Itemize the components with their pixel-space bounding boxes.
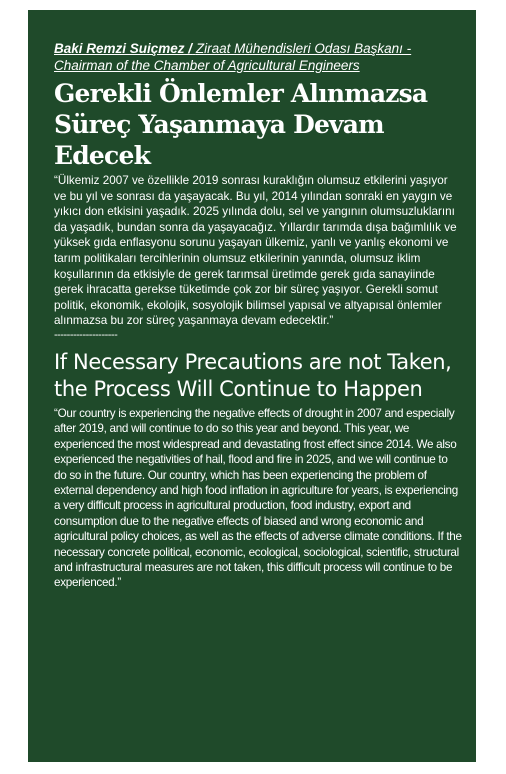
english-headline: If Necessary Precautions are not Taken, the Process Will Continue to Happen bbox=[54, 349, 452, 401]
turkish-headline: Gerekli Önlemler Alınmazsa Süreç Yaşanmaya Devam Edecek bbox=[54, 79, 428, 170]
section-divider: -------------------- bbox=[54, 328, 118, 341]
turkish-quote-body: “Ülkemiz 2007 ve özellikle 2019 sonrası kuraklığın olumsuz etkilerini yaşıyor ve bu yıl ve sonrası da yaşayacak. Bu yıl, 2014 yılından sonraki en yaygın ve yıkıcı don etkisini yaşadık. 2025 yılında dolu, sel ve yangının olumsuzluklarını da yaşadık, bundan sonra da yaşayacağız. Yıllardır tarımda dışa bağımlılık ve yüksek gıda enflasyonu sorunu yaşayan ülkemiz, yanlı ve yanlış ekonomi ve tarım politikaları tercihlerinin olumsuz etkilerinin yanında, olumsuz iklim koşullarının da etkisiyle de gerek tarımsal üretimde gerek gıda sanayiinde gerek ihracatta gerekse tüketimde çok zor bir süreç yaşıyor. Gerekli somut politik, ekonomik, ekolojik, sosyolojik bilimsel yapısal ve altyapısal önlemler alınmazsa bu zor süreç yaşanmaya devam edecektir.” bbox=[54, 174, 457, 328]
author-name: Baki Remzi Suiçmez / bbox=[54, 41, 193, 56]
byline bbox=[54, 40, 462, 74]
english-quote-body: “Our country is experiencing the negative effects of drought in 2007 and especially after 2019, and will continue to do so this year and beyond. This year, we experienced the most widespread and devastating frost effect since 2014. We also experienced the negativities of hail, flood and fire in 2025, and we will continue to do so in the future. Our country, which has been experiencing the problem of external dependency and high food inflation in agriculture for years, is experiencing a very difficult process in agricultural production, food industry, export and consumption due to the negative effects of biased and wrong economic and agricultural policy choices, as well as the effects of adverse climate conditions. If the necessary concrete political, economic, ecological, sociological, scientific, structural and infrastructural measures are not taken, this difficult process will continue to be experienced.” bbox=[54, 406, 462, 590]
author-role-en: Chairman of the Chamber of Agricultural Engineers bbox=[54, 58, 360, 73]
article-panel bbox=[28, 10, 476, 762]
author-role-tr: Ziraat Mühendisleri Odası Başkanı - bbox=[195, 41, 412, 56]
